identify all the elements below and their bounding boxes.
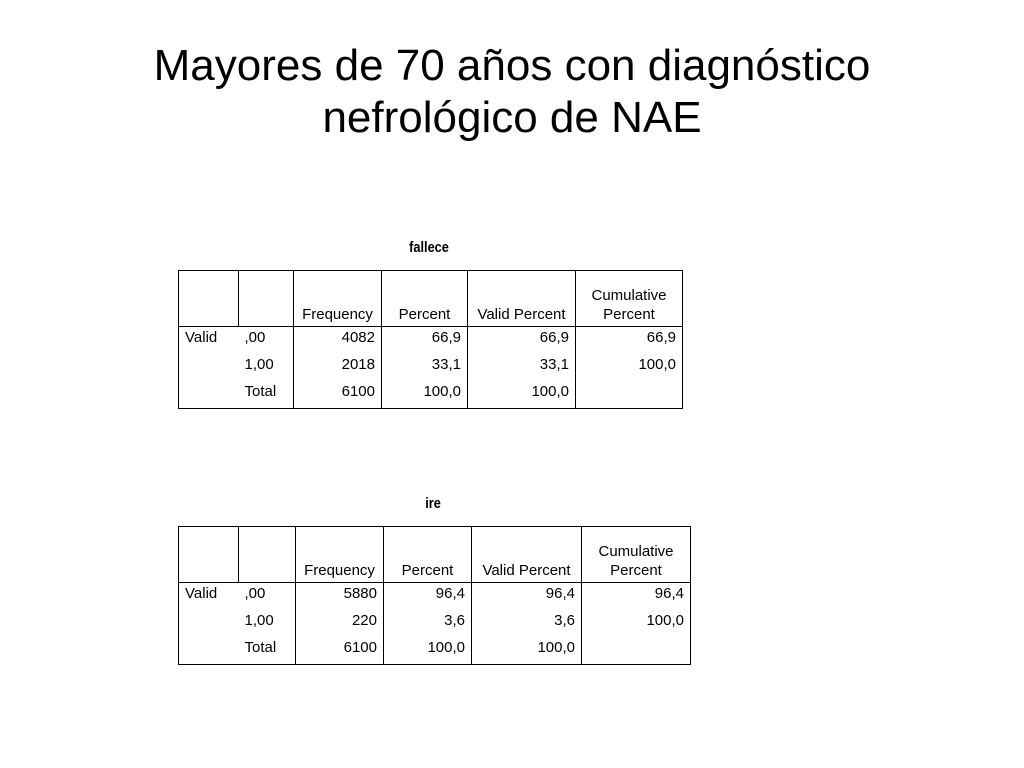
header-empty-cell — [239, 527, 296, 583]
header-cumulative-percent — [582, 527, 691, 583]
header-frequency: Frequency — [296, 527, 384, 583]
cell-frequency: 6100 — [294, 381, 382, 409]
cell-percent: 100,0 — [382, 381, 468, 409]
row-group-label-empty — [179, 354, 239, 381]
row-group-label-empty — [179, 637, 239, 665]
header-valid-percent: Valid Percent — [472, 527, 582, 583]
row-group-label-empty — [179, 381, 239, 409]
cell-frequency: 2018 — [294, 354, 382, 381]
cell-cumulative-percent: 100,0 — [576, 354, 683, 381]
table-row — [179, 381, 683, 409]
row-label: 1,00 — [244, 612, 274, 629]
row-group-label-empty — [179, 610, 239, 637]
header-cumulative-line2: Percent — [603, 306, 655, 323]
slide-title — [0, 40, 1024, 144]
table-row — [179, 610, 691, 637]
cell-percent: 3,6 — [384, 610, 472, 637]
header-cumulative-line1: Cumulative — [591, 287, 667, 304]
row-group-label: Valid — [179, 327, 239, 355]
cell-valid-percent: 3,6 — [472, 610, 582, 637]
cell-percent: 33,1 — [382, 354, 468, 381]
cell-frequency: 4082 — [294, 327, 382, 355]
header-empty-cell — [239, 271, 294, 327]
header-cumulative-line2: Percent — [610, 562, 662, 579]
table-row — [179, 583, 691, 611]
cell-frequency: 220 — [296, 610, 384, 637]
cell-frequency: 5880 — [296, 583, 384, 611]
cell-valid-percent: 96,4 — [472, 583, 582, 611]
table-row — [179, 637, 691, 665]
header-percent: Percent — [384, 527, 472, 583]
table-caption-fallece: fallece — [409, 239, 449, 256]
cell-valid-percent: 100,0 — [468, 381, 576, 409]
row-group-label: Valid — [179, 583, 239, 611]
cell-frequency: 6100 — [296, 637, 384, 665]
table-caption-ire: ire — [425, 495, 441, 512]
row-label: ,00 — [244, 329, 266, 346]
table-row — [179, 354, 683, 381]
row-label: Total — [239, 637, 296, 665]
header-frequency: Frequency — [294, 271, 382, 327]
cell-cumulative-percent — [582, 637, 691, 665]
header-empty-cell — [179, 527, 239, 583]
cell-cumulative-percent: 100,0 — [582, 610, 691, 637]
header-cumulative-percent — [576, 271, 683, 327]
table-header-row — [179, 527, 691, 583]
frequency-table-fallece — [178, 270, 683, 409]
header-cumulative-line1: Cumulative — [598, 543, 674, 560]
cell-cumulative-percent: 96,4 — [582, 583, 691, 611]
frequency-table-ire — [178, 526, 691, 665]
cell-percent: 100,0 — [384, 637, 472, 665]
cell-valid-percent: 33,1 — [468, 354, 576, 381]
row-label: ,00 — [244, 585, 266, 602]
cell-cumulative-percent — [576, 381, 683, 409]
row-label: Total — [239, 381, 294, 409]
cell-valid-percent: 100,0 — [472, 637, 582, 665]
header-percent: Percent — [382, 271, 468, 327]
cell-valid-percent: 66,9 — [468, 327, 576, 355]
table-row — [179, 327, 683, 355]
title-line-2: nefrológico de NAE — [322, 93, 702, 142]
cell-percent: 96,4 — [384, 583, 472, 611]
row-label: 1,00 — [244, 356, 274, 373]
header-valid-percent: Valid Percent — [468, 271, 576, 327]
title-line-1: Mayores de 70 años con diagnóstico — [153, 41, 871, 90]
cell-percent: 66,9 — [382, 327, 468, 355]
cell-cumulative-percent: 66,9 — [576, 327, 683, 355]
header-empty-cell — [179, 271, 239, 327]
table-header-row — [179, 271, 683, 327]
